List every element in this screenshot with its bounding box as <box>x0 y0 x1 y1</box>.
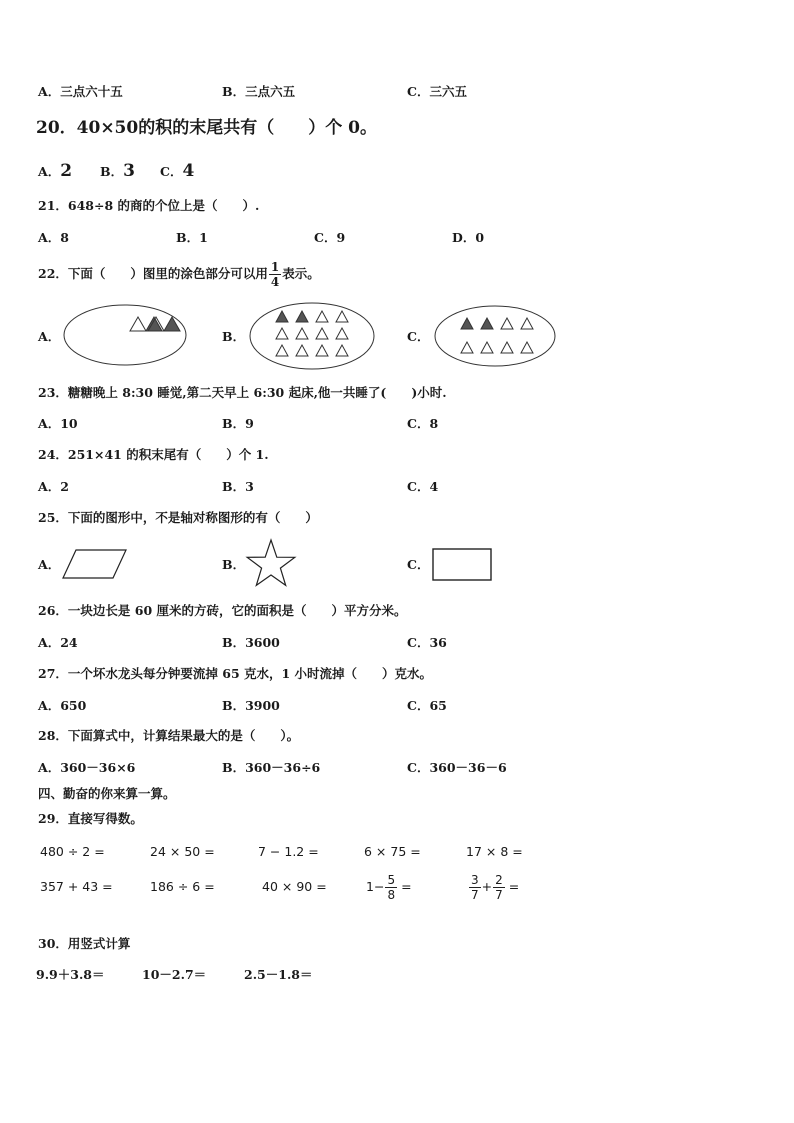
q27-option-b: B．3900 <box>222 698 280 713</box>
q21-option-d: D．0 <box>452 230 485 245</box>
parallelogram-icon <box>62 548 128 580</box>
q29-expr-6: 357 + 43 = <box>40 879 113 894</box>
fraction: $\frac{5}{8}$ <box>387 872 396 902</box>
q29-expr-8: 40 × 90 = <box>262 879 327 894</box>
empty-triangle-icon <box>316 311 328 322</box>
q22-fraction: $\frac{1}{4}$ <box>270 259 280 289</box>
q28-stem: 28．下面算式中，计算结果最大的是（ ）。 <box>38 728 300 743</box>
q29-expr-3: 7 − 1.2 = <box>258 844 319 859</box>
section-title: 四、勤奋的你来算一算。 <box>38 786 176 801</box>
q19-option-a: A．三点六十五 <box>38 84 123 99</box>
q22-option-c-label: C． <box>407 329 430 344</box>
q30-item-3: 2.5－1.8＝ <box>244 967 313 982</box>
empty-triangle-icon <box>316 345 328 356</box>
q29-expr-9: 1− $\frac{5}{8}$ = <box>366 872 412 902</box>
q22-option-a-label: A． <box>38 329 61 344</box>
q24-option-a: A．2 <box>38 479 69 494</box>
q29-expr-10: $\frac{3}{7}$ + $\frac{2}{7}$ = <box>471 872 520 902</box>
q25-stem: 25．下面的图形中，不是轴对称图形的有（ ） <box>38 510 318 525</box>
q29-expr-7: 186 ÷ 6 = <box>150 879 215 894</box>
q25-option-a-label: A． <box>38 557 61 572</box>
rectangle-icon <box>432 548 492 581</box>
q26-stem: 26．一块边长是 60 厘米的方砖，它的面积是（ ）平方分米。 <box>38 603 407 618</box>
q21-option-b: B．1 <box>176 230 208 245</box>
filled-triangle-icon <box>481 318 493 329</box>
q22-option-b-figure <box>248 301 376 371</box>
q27-option-a: A．650 <box>38 698 87 713</box>
filled-triangle-icon <box>276 311 288 322</box>
q28-option-a: A．360－36×6 <box>38 760 136 775</box>
q21-option-a: A．8 <box>38 230 69 245</box>
q22-stem: 22．下面（ ）图里的涂色部分可以用 $\frac{1}{4}$ 表示。 <box>38 259 320 289</box>
filled-triangle-icon <box>461 318 473 329</box>
q28-option-c: C．360－36－6 <box>407 760 507 775</box>
q24-option-b: B．3 <box>222 479 254 494</box>
empty-triangle-icon <box>461 342 473 353</box>
q30-item-2: 10－2.7＝ <box>142 967 207 982</box>
empty-triangle-icon <box>276 345 288 356</box>
filled-triangle-icon <box>296 311 308 322</box>
q20-option-b: B．3 <box>100 161 135 181</box>
empty-triangle-icon <box>276 328 288 339</box>
star-icon <box>246 539 296 589</box>
empty-triangle-icon <box>296 328 308 339</box>
q24-stem: 24．251×41 的积末尾有（ ）个 1. <box>38 447 269 462</box>
empty-triangle-icon <box>501 342 513 353</box>
q21-stem: 21．648÷8 的商的个位上是（ ）. <box>38 198 260 213</box>
q22-option-b-label: B． <box>222 329 246 344</box>
q22-option-a-figure <box>62 303 188 367</box>
empty-triangle-icon <box>316 328 328 339</box>
q29-expr-4: 6 × 75 = <box>364 844 421 859</box>
q23-option-b: B．9 <box>222 416 254 431</box>
q19-option-b: B．三点六五 <box>222 84 296 99</box>
empty-triangle-icon <box>130 317 146 331</box>
fraction: $\frac{3}{7}$ <box>471 872 479 902</box>
q27-stem: 27．一个坏水龙头每分钟要流掉 65 克水，1 小时流掉（ ）克水。 <box>38 666 433 681</box>
q23-option-c: C．8 <box>407 416 439 431</box>
q25-option-b-label: B． <box>222 557 246 572</box>
empty-triangle-icon <box>336 345 348 356</box>
q21-option-c: C．9 <box>314 230 346 245</box>
fraction: $\frac{2}{7}$ <box>495 872 503 902</box>
q28-option-b: B．360－36÷6 <box>222 760 321 775</box>
q20-option-c: C．4 <box>160 161 195 181</box>
q22-option-c-figure <box>433 304 557 368</box>
q30-item-1: 9.9＋3.8＝ <box>36 967 105 982</box>
q20-stem: 20．40×50的积的末尾共有（ ）个 0。 <box>36 118 377 138</box>
q23-stem: 23．糖糖晚上 8:30 睡觉,第二天早上 6:30 起床,他一共睡了( )小时. <box>38 385 447 400</box>
empty-triangle-icon <box>521 342 533 353</box>
q29-expr-2: 24 × 50 = <box>150 844 215 859</box>
q27-option-c: C．65 <box>407 698 447 713</box>
q29-expr-1: 480 ÷ 2 = <box>40 844 105 859</box>
empty-triangle-icon <box>501 318 513 329</box>
q25-option-c-label: C． <box>407 557 430 572</box>
empty-triangle-icon <box>296 345 308 356</box>
q20-option-a: A．2 <box>38 161 73 181</box>
q26-option-b: B．3600 <box>222 635 280 650</box>
q19-option-c: C．三六五 <box>407 84 467 99</box>
q30-stem: 30．用竖式计算 <box>38 936 131 951</box>
empty-triangle-icon <box>521 318 533 329</box>
q23-option-a: A．10 <box>38 416 78 431</box>
q29-stem: 29．直接写得数。 <box>38 811 143 826</box>
q24-option-c: C．4 <box>407 479 439 494</box>
q26-option-c: C．36 <box>407 635 447 650</box>
empty-triangle-icon <box>336 328 348 339</box>
q26-option-a: A．24 <box>38 635 78 650</box>
q29-expr-5: 17 × 8 = <box>466 844 523 859</box>
empty-triangle-icon <box>336 311 348 322</box>
empty-triangle-icon <box>481 342 493 353</box>
